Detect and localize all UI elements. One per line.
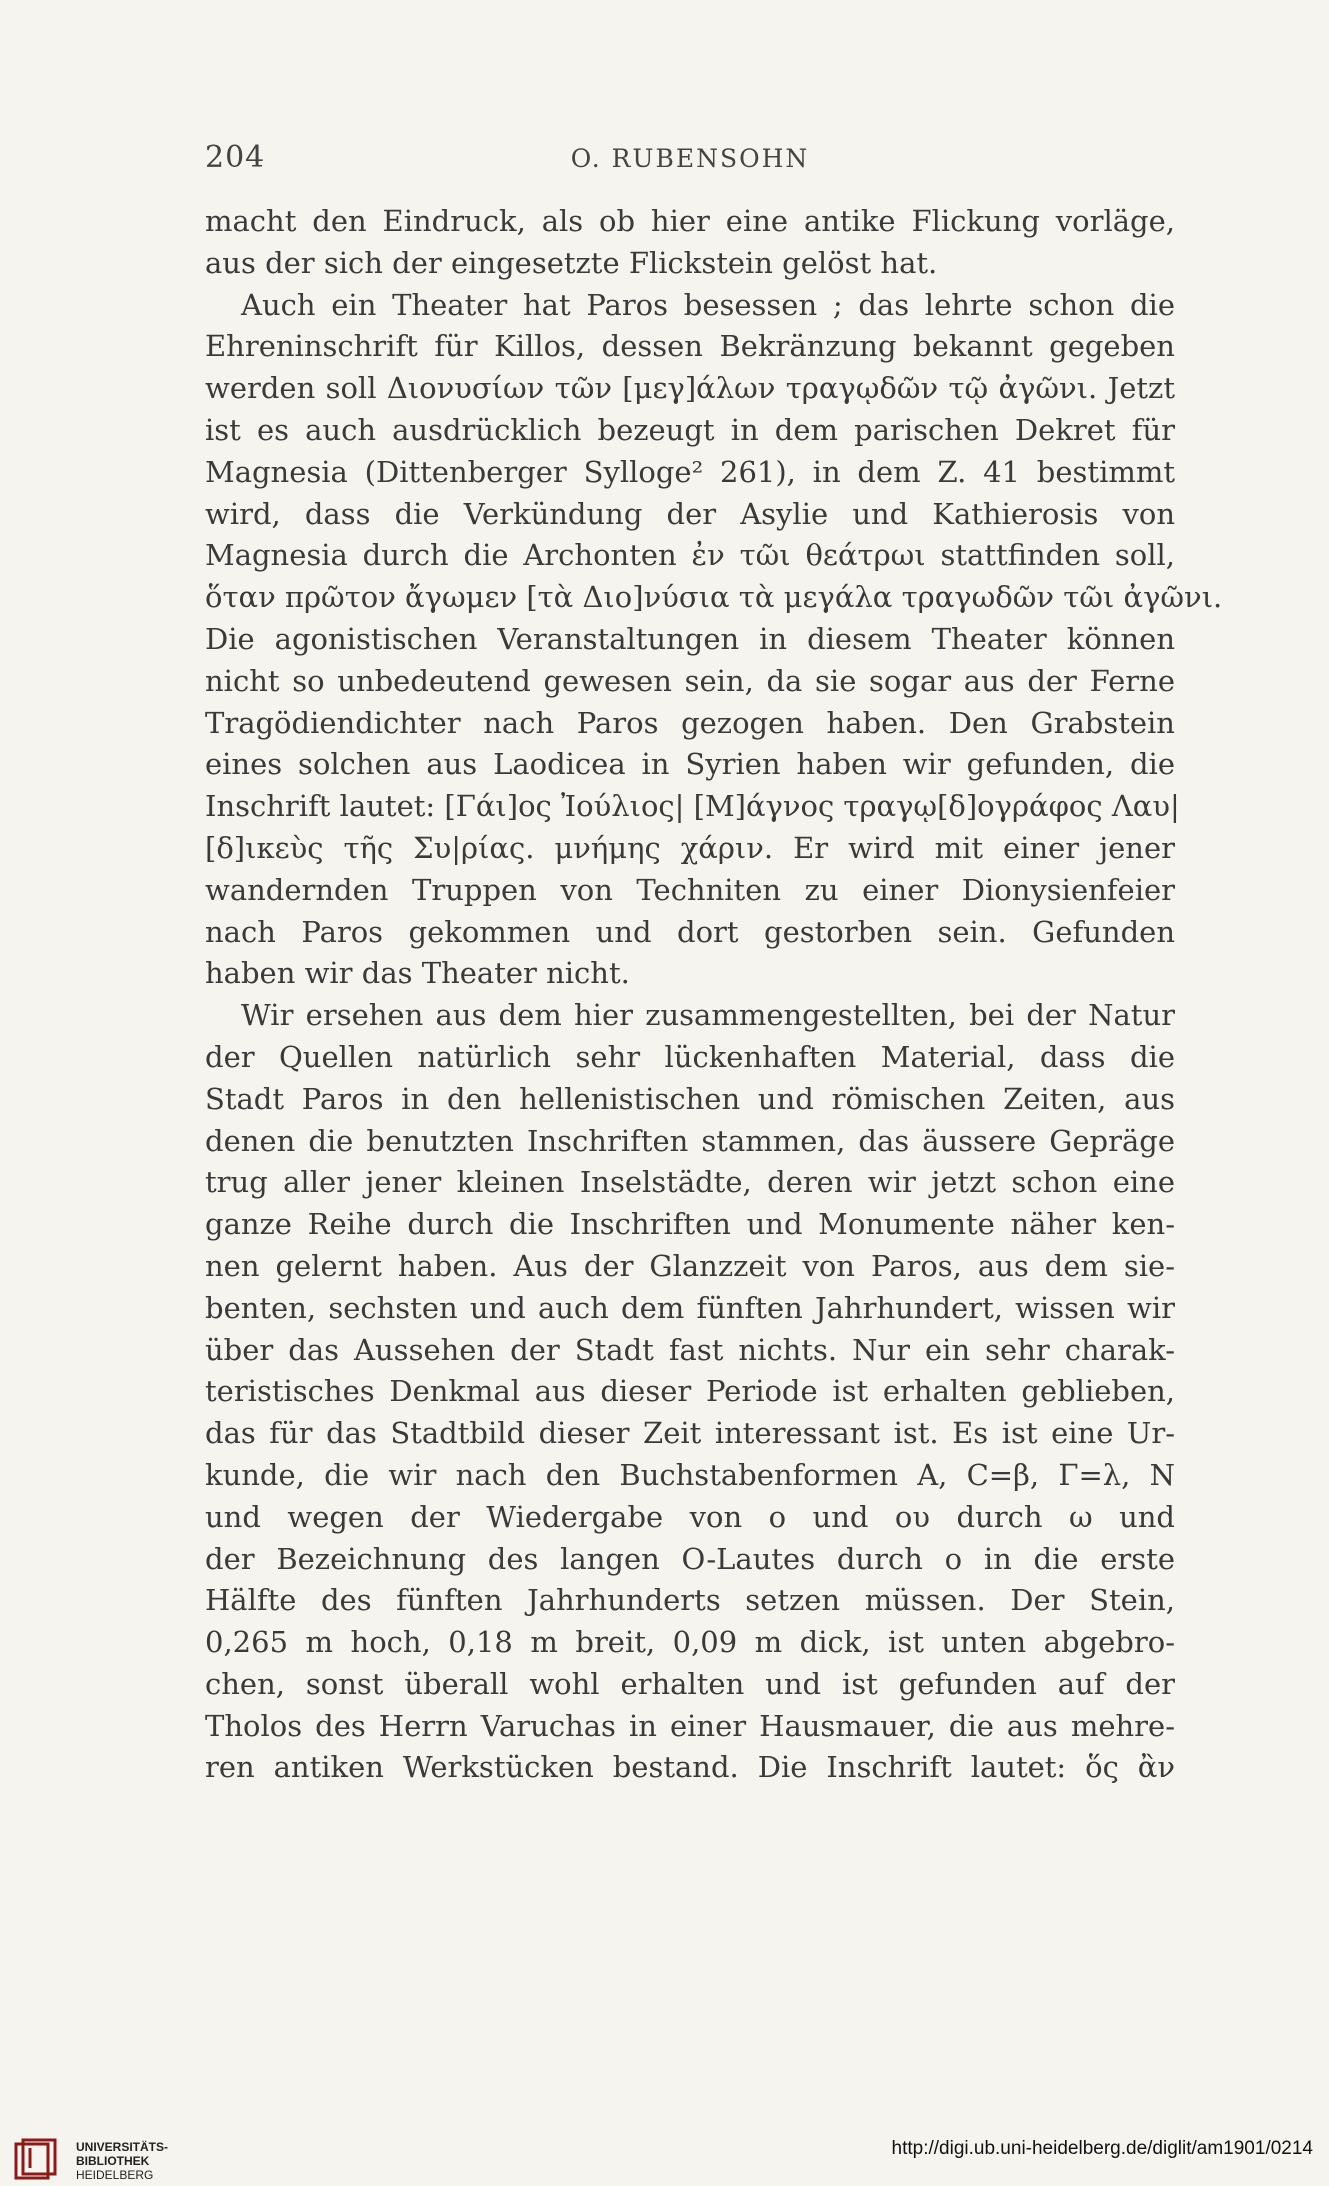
text-line: ganze Reihe durch die Inschriften und Monumente näher ken- <box>205 1207 1175 1242</box>
text-line: Inschrift lautet: [Γάι]ος Ἰούλιος| [Μ]άγνος τραγῳ[δ]ογράφος Λαυ| <box>205 789 1180 824</box>
source-url-link[interactable]: http://digi.ub.uni-heidelberg.de/diglit/am1901/0214 <box>891 2138 1313 2159</box>
text-line: Die agonistischen Veranstaltungen in diesem Theater können <box>205 621 1175 656</box>
text-line: über das Aussehen der Stadt fast nichts. Nur ein sehr charak- <box>205 1332 1175 1367</box>
text-line: [δ]ικεὺς τῆς Συ|ρίας. μνήμης χάριν. Er wird mit einer jener <box>205 830 1175 865</box>
text-line: ist es auch ausdrücklich bezeugt in dem parischen Dekret für <box>205 412 1175 447</box>
text-line: benten, sechsten und auch dem fünften Jahrhundert, wissen wir <box>205 1290 1175 1325</box>
text-line: denen die benutzten Inschriften stammen, das äussere Gepräge <box>205 1123 1175 1158</box>
text-line: 0,265 m hoch, 0,18 m breit, 0,09 m dick, ist unten abgebro- <box>205 1625 1175 1660</box>
text-line: eines solchen aus Laodicea in Syrien haben wir gefunden, die <box>205 747 1175 782</box>
text-line: Tholos des Herrn Varuchas in einer Hausmauer, die aus mehre- <box>205 1708 1175 1743</box>
text-line: chen, sonst überall wohl erhalten und ist gefunden auf der <box>205 1666 1175 1701</box>
text-line: nen gelernt haben. Aus der Glanzzeit von Paros, aus dem sie- <box>205 1248 1175 1283</box>
text-line: wandernden Truppen von Techniten zu einer Dionysienfeier <box>205 872 1175 907</box>
page-header <box>205 140 1175 180</box>
text-line: Auch ein Theater hat Paros besessen ; das lehrte schon die <box>241 287 1175 322</box>
text-line: Wir ersehen aus dem hier zusammengestellten, bei der Natur <box>241 998 1175 1033</box>
library-name-line: HEIDELBERG <box>76 2168 154 2182</box>
text-line: Hälfte des fünften Jahrhunderts setzen müssen. Der Stein, <box>205 1583 1175 1618</box>
body-text <box>205 201 1223 1789</box>
text-line: wird, dass die Verkündung der Asylie und Kathierosis von <box>205 496 1175 531</box>
text-line: der Bezeichnung des langen O-Lautes durch o in die erste <box>205 1541 1175 1576</box>
text-line: der Quellen natürlich sehr lückenhaften Material, dass die <box>205 1039 1175 1074</box>
text-line: das für das Stadtbild dieser Zeit interessant ist. Es ist eine Ur- <box>205 1416 1175 1451</box>
text-line: nach Paros gekommen und dort gestorben sein. Gefunden <box>205 914 1175 949</box>
library-name <box>76 2140 168 2182</box>
text-line: macht den Eindruck, als ob hier eine antike Flickung vorläge, <box>205 204 1175 238</box>
text-line: Ehreninschrift für Killos, dessen Bekränzung bekannt gegeben <box>205 329 1175 364</box>
text-line: ren antiken Werkstücken bestand. Die Inschrift lautet: ὅς ἂν <box>205 1750 1175 1785</box>
text-line: teristisches Denkmal aus dieser Periode ist erhalten geblieben, <box>205 1374 1175 1409</box>
library-name-line: UNIVERSITÄTS- <box>76 2140 169 2154</box>
page-number: 204 <box>205 140 266 175</box>
text-line: Tragödiendichter nach Paros gezogen haben. Den Grabstein <box>205 705 1175 740</box>
text-line: und wegen der Wiedergabe von o und ου durch ω und <box>205 1499 1175 1534</box>
running-head: O. RUBENSOHN <box>570 144 810 173</box>
text-line: kunde, die wir nach den Buchstabenformen A, C=β, Γ=λ, N <box>205 1457 1175 1492</box>
library-logo-icon <box>14 2138 58 2182</box>
text-line: Magnesia (Dittenberger Sylloge² 261), in dem Z. 41 bestimmt <box>205 454 1175 489</box>
text-line: haben wir das Theater nicht. <box>205 956 630 991</box>
footer <box>0 2138 1329 2186</box>
text-line: Stadt Paros in den hellenistischen und römischen Zeiten, aus <box>205 1081 1175 1116</box>
text-line: Magnesia durch die Archonten ἐν τῶι θεάτρωι stattfinden soll, <box>205 538 1175 573</box>
text-line: werden soll Διονυσίων τῶν [μεγ]άλων τραγῳδῶν τῷ ἀγῶνι. Jetzt <box>205 371 1175 406</box>
text-line: aus der sich der eingesetzte Flickstein gelöst hat. <box>205 245 938 280</box>
text-line: ὅταν πρῶτον ἄγωμεν [τὰ Διο]νύσια τὰ μεγάλα τραγωδῶν τῶι ἀγῶνι. <box>205 580 1223 615</box>
text-line: nicht so unbedeutend gewesen sein, da sie sogar aus der Ferne <box>205 663 1175 698</box>
library-name-line: BIBLIOTHEK <box>76 2154 150 2168</box>
text-line: trug aller jener kleinen Inselstädte, deren wir jetzt schon eine <box>205 1165 1175 1200</box>
